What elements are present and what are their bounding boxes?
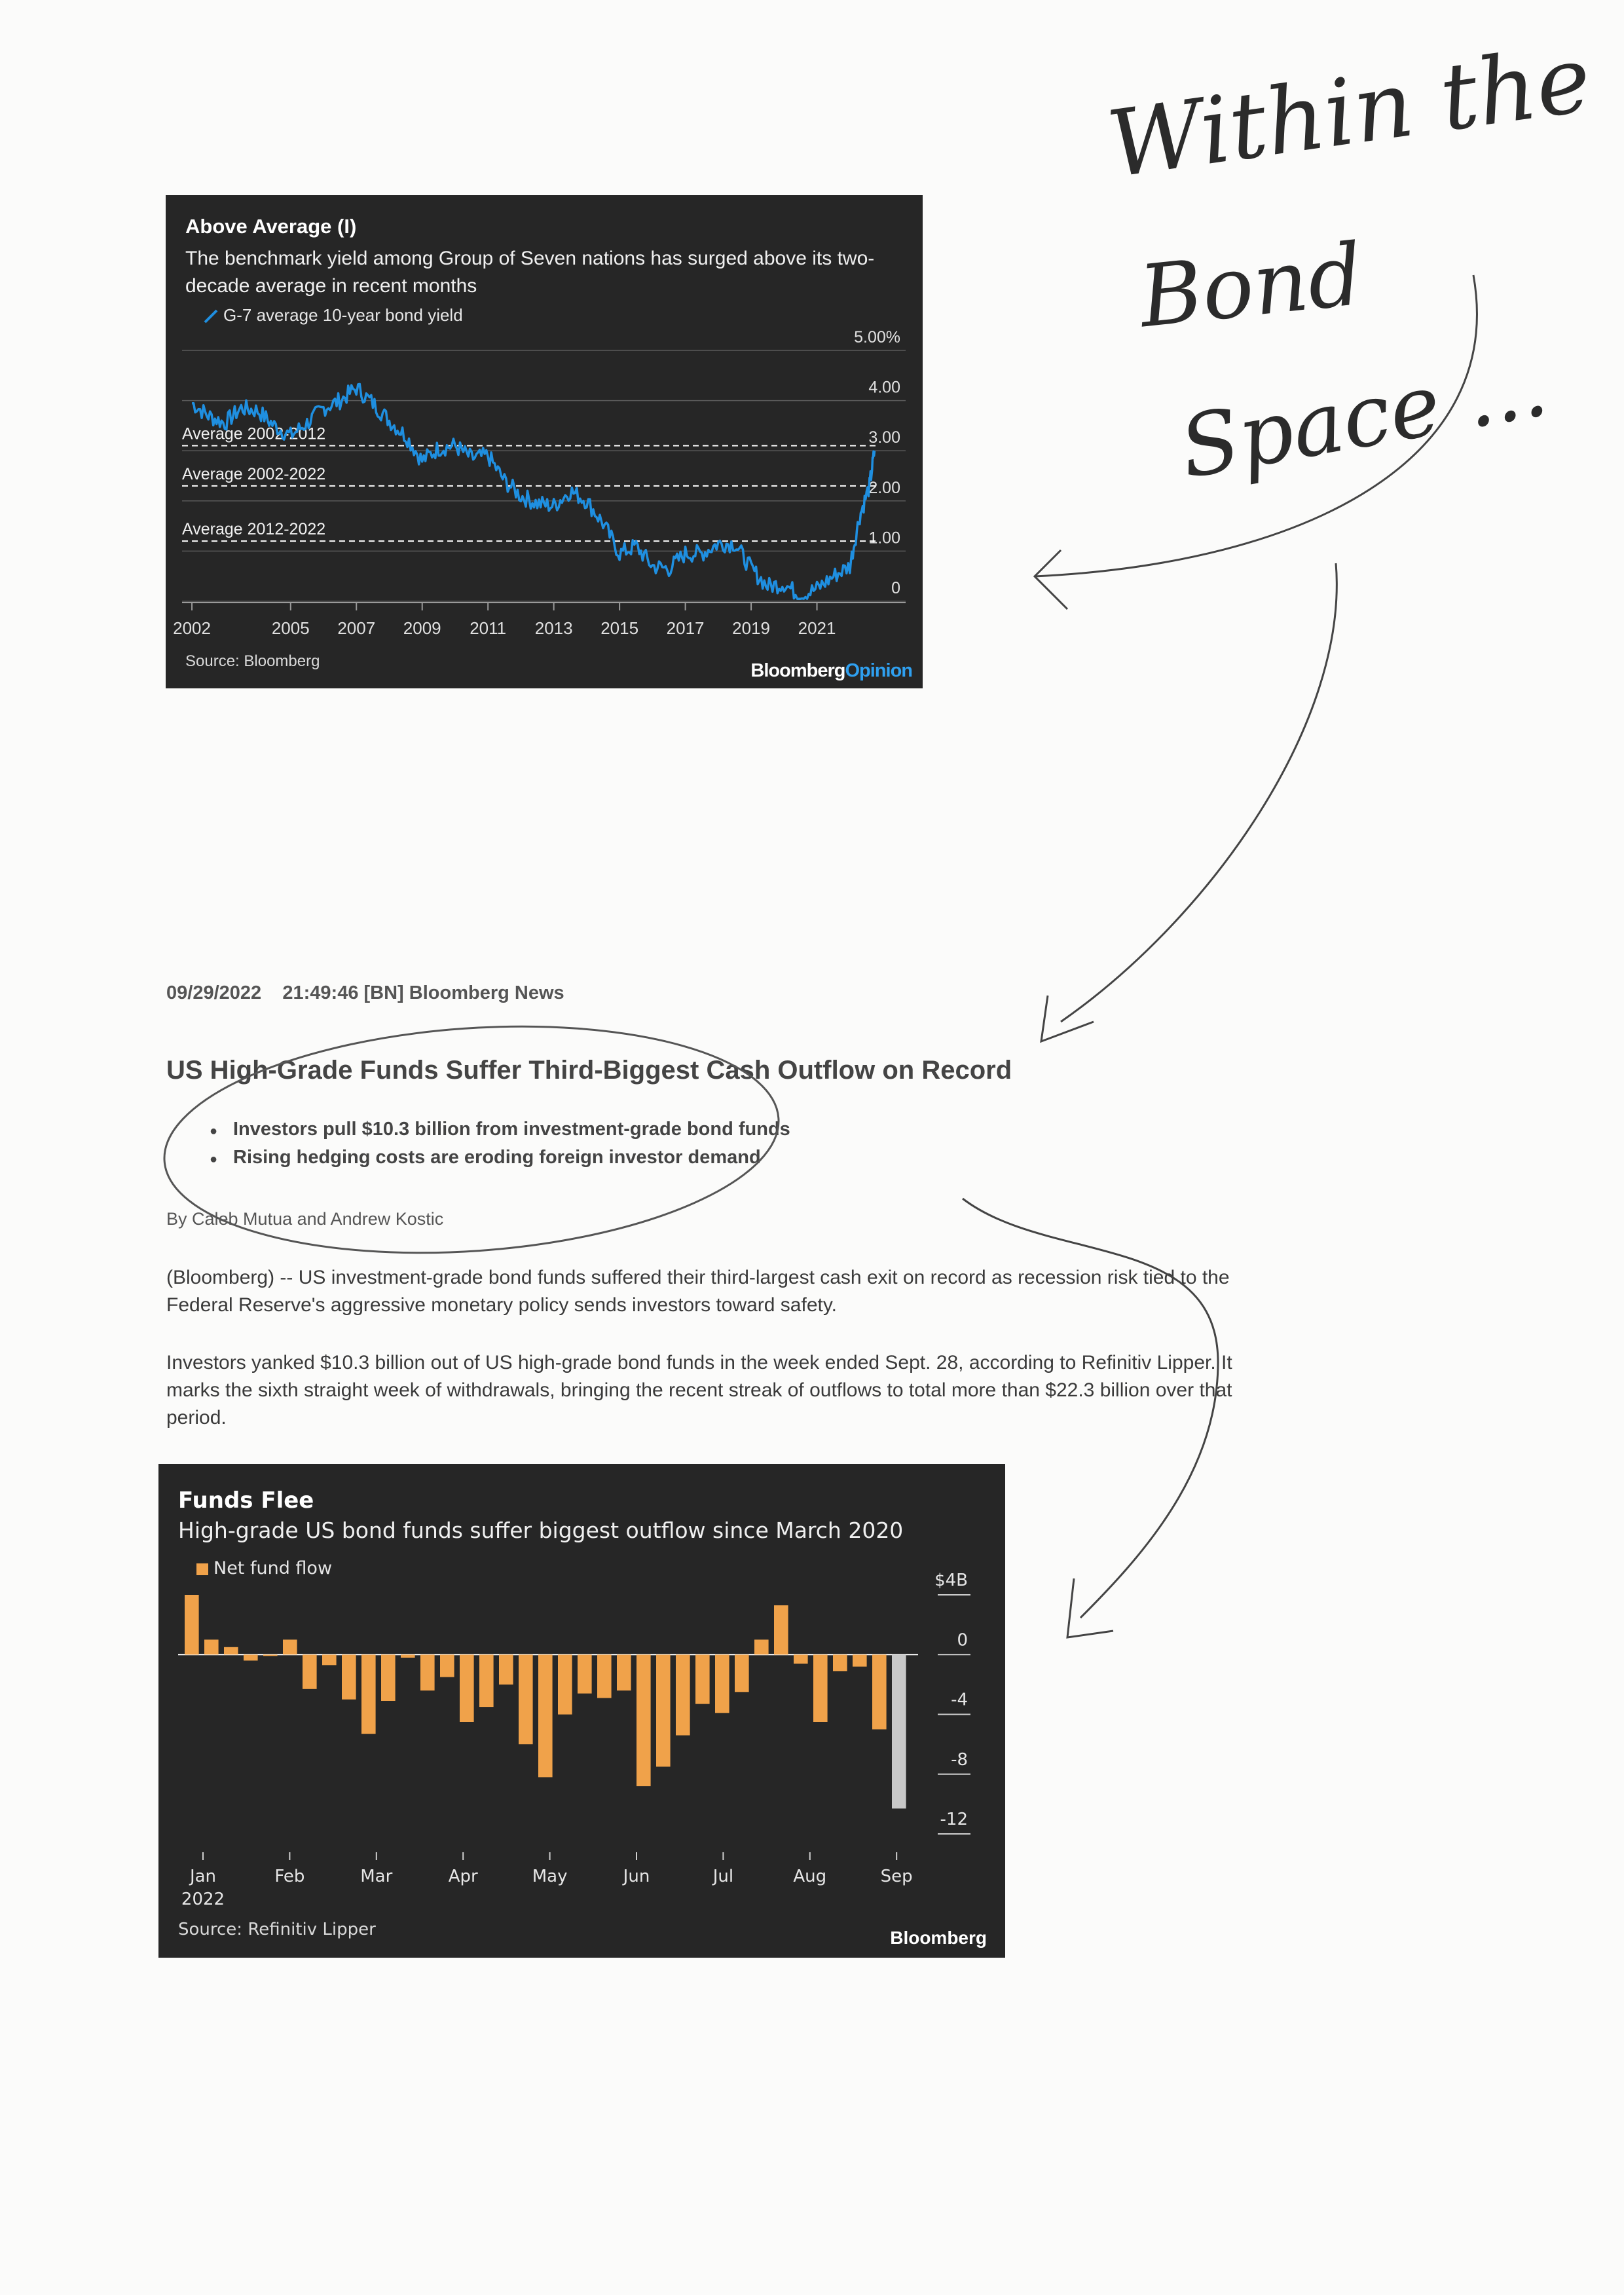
- x-tick-label: Sep: [880, 1867, 913, 1886]
- x-year-label: 2022: [181, 1890, 225, 1909]
- article-headline: US High-Grade Funds Suffer Third-Biggest Cash Outflow on Record: [166, 1056, 1012, 1085]
- yield-chart-legend: [204, 305, 463, 326]
- y-tick-label: 4.00: [868, 378, 900, 397]
- article-bullet: ● Investors pull $10.3 billion from investment-grade bond funds: [210, 1119, 790, 1140]
- article-paragraph-2: Investors yanked $10.3 billion out of US high-grade bond funds in the week ended Sept. 28, according to Refinitiv Lipper. It marks the sixth straight week of withdrawals, bringing the recent streak of outflows to total more than $22.3 billion over that period.: [166, 1352, 1232, 1428]
- arrow-head: [1041, 996, 1094, 1041]
- arrow-head: [1067, 1578, 1113, 1637]
- x-tick-label: 2009: [403, 618, 441, 638]
- average-label: Average 2002-2022: [182, 464, 326, 483]
- flow-bar: [263, 1654, 278, 1656]
- x-tick-label: 2021: [798, 618, 836, 638]
- x-tick-label: 2015: [600, 618, 639, 638]
- x-tick-label: 2005: [271, 618, 310, 638]
- y-tick-label: 2.00: [868, 478, 900, 497]
- legend-line-icon: [204, 309, 218, 324]
- flow-bar: [833, 1654, 847, 1671]
- x-tick-label: 2002: [173, 618, 211, 638]
- flow-bar: [676, 1654, 690, 1735]
- fund-flow-chart: [158, 1464, 1005, 1958]
- x-tick-label: Feb: [274, 1867, 305, 1886]
- yield-chart-subtitle: The benchmark yield among Group of Seven nations has surged above its two-decade average in recent months: [185, 248, 875, 297]
- flow-bar: [204, 1639, 219, 1654]
- flow-bar: [420, 1654, 435, 1690]
- flow-bar: [185, 1595, 199, 1654]
- x-tick-label: 2011: [470, 618, 507, 638]
- yield-chart-source: Source: Bloomberg: [185, 652, 320, 670]
- fund-flow-chart-legend: [196, 1558, 332, 1578]
- x-tick-label: Apr: [448, 1867, 478, 1886]
- flow-bar: [853, 1654, 867, 1666]
- y-tick-label: $4B: [934, 1571, 968, 1590]
- yield-series-line: [192, 384, 874, 599]
- flow-bar: [322, 1654, 337, 1665]
- fund-flow-chart-title: Funds Flee: [178, 1487, 314, 1514]
- fund-flow-chart-source: Source: Refinitiv Lipper: [178, 1920, 376, 1939]
- flow-bar: [892, 1654, 906, 1808]
- y-tick-label: 0: [891, 579, 900, 597]
- brand-accent: Opinion: [845, 660, 912, 681]
- flow-bar: [578, 1654, 592, 1693]
- flow-bar: [224, 1647, 238, 1654]
- x-tick-label: 2013: [534, 618, 573, 638]
- flow-bar: [244, 1654, 258, 1660]
- y-tick-label: -4: [951, 1690, 968, 1710]
- yield-chart: [166, 195, 923, 688]
- y-tick-label: 1.00: [868, 529, 900, 548]
- bloomberg-opinion-logo: [750, 660, 912, 682]
- handwritten-note-line-2: Bond: [1134, 224, 1367, 347]
- flow-bar: [715, 1654, 729, 1713]
- handwritten-note-line-1: Within the: [1101, 26, 1598, 199]
- flow-bar: [381, 1654, 396, 1701]
- flow-bar: [617, 1654, 631, 1690]
- flow-bar: [872, 1654, 887, 1729]
- legend-square-icon: [196, 1563, 208, 1575]
- flow-bar: [538, 1654, 553, 1777]
- average-label: Average 2012-2022: [182, 520, 326, 539]
- y-tick-label: -12: [940, 1810, 968, 1829]
- flow-bar: [460, 1654, 474, 1722]
- flow-bar: [656, 1654, 671, 1766]
- flow-bar: [519, 1654, 533, 1744]
- flow-bar: [637, 1654, 651, 1786]
- fund-flow-chart-subtitle: High-grade US bond funds suffer biggest outflow since March 2020: [178, 1518, 904, 1543]
- x-tick-label: Jan: [189, 1867, 217, 1886]
- flow-bar: [794, 1654, 808, 1664]
- article-bullet: ● Rising hedging costs are eroding foreign investor demand: [210, 1147, 790, 1168]
- flow-bar: [813, 1654, 828, 1722]
- flow-bar: [695, 1654, 710, 1704]
- flow-bar: [479, 1654, 494, 1707]
- arrow-head: [1035, 550, 1067, 609]
- flow-bar: [558, 1654, 572, 1714]
- handwritten-note-line-3: Space ...: [1173, 335, 1555, 498]
- flow-bar: [303, 1654, 317, 1689]
- x-tick-label: 2017: [666, 618, 705, 638]
- x-tick-label: Jun: [623, 1867, 650, 1886]
- y-tick-label: 5.00%: [854, 328, 900, 346]
- fund-flow-chart-legend-label: Net fund flow: [213, 1558, 333, 1578]
- article-authors: By Caleb Mutua and Andrew Kostic: [166, 1209, 444, 1229]
- flow-bar: [597, 1654, 612, 1698]
- article-bullets: [210, 1119, 790, 1175]
- yield-chart-legend-label: G-7 average 10-year bond yield: [223, 305, 463, 325]
- x-tick-label: 2007: [337, 618, 376, 638]
- flow-bar: [342, 1654, 356, 1699]
- x-tick-label: Aug: [793, 1867, 827, 1886]
- flow-bar: [774, 1605, 788, 1654]
- flow-bar: [499, 1654, 513, 1685]
- y-tick-label: -8: [951, 1749, 968, 1770]
- x-tick-label: May: [532, 1867, 568, 1886]
- article-paragraph-1: (Bloomberg) -- US investment-grade bond funds suffered their third-largest cash exit on record as recession risk tied to the Federal Reserve's aggressive monetary policy sends investors toward safety.: [166, 1267, 1230, 1316]
- article-meta: 09/29/2022 21:49:46 [BN] Bloomberg News: [166, 982, 564, 1003]
- yield-chart-title: Above Average (I): [185, 215, 357, 238]
- flow-bar: [735, 1654, 749, 1692]
- x-tick-label: Jul: [712, 1867, 734, 1886]
- y-tick-label: 3.00: [868, 428, 900, 447]
- flow-bar: [401, 1654, 415, 1658]
- x-tick-label: 2019: [732, 618, 771, 638]
- flow-bar: [754, 1639, 769, 1654]
- brand-main: Bloomberg: [750, 660, 845, 681]
- arrow-to-headline: [1061, 563, 1337, 1022]
- flow-bar: [361, 1654, 376, 1734]
- bloomberg-logo: Bloomberg: [890, 1928, 987, 1948]
- y-tick-label: 0: [957, 1630, 968, 1651]
- average-label: Average 2002-2012: [182, 424, 326, 443]
- flow-bar: [440, 1654, 454, 1677]
- x-tick-label: Mar: [360, 1867, 393, 1886]
- flow-bar: [283, 1639, 297, 1654]
